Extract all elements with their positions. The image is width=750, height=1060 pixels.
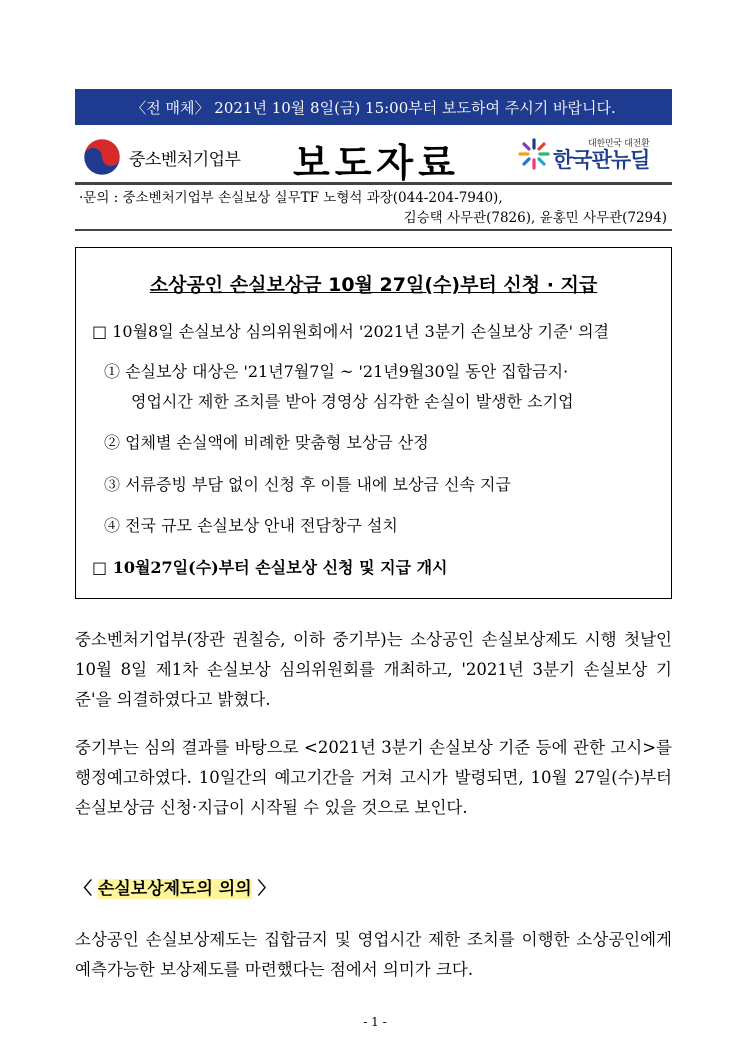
- summary-box: [75, 247, 672, 599]
- summary-item-2: □ 10월27일(수)부터 손실보상 신청 및 지급 개시: [92, 558, 448, 577]
- embargo-banner: [75, 89, 672, 125]
- summary-sub-3: ③ 서류증빙 부담 없이 신청 후 이틀 내에 보상금 신속 지급: [104, 475, 511, 494]
- body-paragraph-2: 중기부는 심의 결과를 바탕으로 <2021년 3분기 손실보상 기준 등에 관한 고시>를 행정예고하였다. 10일간의 예고기간을 거쳐 고시가 발령되면, 10월 27일(수)부터 손실보상금 신청·지급이 시작될 수 있을 것으로 보인다.: [75, 738, 672, 817]
- ministry-logo: [83, 138, 240, 176]
- contact-line-1: ·문의 : 중소벤처기업부 손실보상 실무TF 노형석 과장(044-204-7940),: [79, 190, 503, 206]
- page-title: 보도자료: [293, 140, 460, 185]
- section-bracket-close: 〉: [257, 879, 275, 899]
- summary-sub-2: ② 업체별 손실액에 비례한 맞춤형 보상금 산정: [104, 433, 429, 452]
- new-deal-logo: [517, 136, 649, 171]
- summary-item-1: □ 10월8일 손실보상 심의위원회에서 '2021년 3분기 손실보상 기준' 의결: [92, 322, 609, 341]
- new-deal-burst-icon: [517, 137, 551, 171]
- section-bracket-open: 〈: [75, 879, 92, 899]
- summary-title: 소상공인 손실보상금 10월 27일(수)부터 신청 · 지급: [149, 274, 598, 296]
- ministry-name: 중소벤처기업부: [129, 149, 241, 170]
- contact-info: [79, 188, 667, 228]
- summary-sub-4: ④ 전국 규모 손실보상 안내 전담창구 설치: [104, 516, 398, 535]
- section-heading: [75, 874, 275, 899]
- summary-sub-1a: ① 손실보상 대상은 '21년7월7일 ~ '21년9월30일 동안 집합금지·: [104, 362, 569, 381]
- body-paragraph-3: 소상공인 손실보상제도는 집합금지 및 영업시간 제한 조치를 이행한 소상공인에게 예측가능한 보상제도를 마련했다는 점에서 의미가 크다.: [75, 930, 672, 979]
- embargo-text: 〈전 매체〉 2021년 10월 8일(금) 15:00부터 보도하여 주시기 바랍니다.: [131, 98, 616, 117]
- section-title: 손실보상제도의 의의: [97, 879, 252, 899]
- contact-line-2: 김승택 사무관(7826), 윤홍민 사무관(7294): [403, 210, 667, 226]
- header-divider: [75, 182, 672, 185]
- page-number: - 1 -: [363, 1015, 387, 1029]
- contact-divider: [75, 229, 672, 231]
- taegeuk-icon: [83, 138, 121, 176]
- summary-sub-1b: 영업시간 제한 조치를 받아 경영상 심각한 손실이 발생한 소기업: [131, 392, 574, 411]
- brand-slogan: 대한민국 대전환: [588, 139, 650, 149]
- body-paragraph-1: 중소벤처기업부(장관 권칠승, 이하 중기부)는 소상공인 손실보상제도 시행 첫날인 10월 8일 제1차 손실보상 심의위원회를 개최하고, '2021년 3분기 손실보상 기준'을 의결하였다고 밝혔다.: [75, 630, 672, 709]
- brand-name: 한국판뉴딜: [553, 148, 650, 172]
- document-header: [75, 130, 672, 185]
